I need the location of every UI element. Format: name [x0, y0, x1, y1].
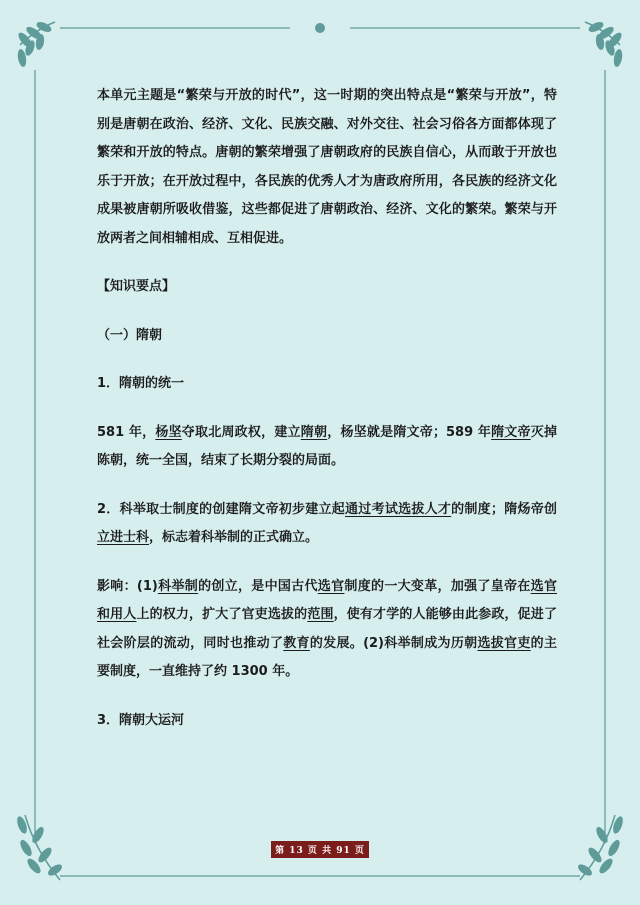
text-run: ，杨坚就是隋文帝；589 年 — [327, 424, 492, 440]
underlined-term: 科举制 — [157, 578, 199, 594]
document-body — [97, 82, 557, 735]
section-heading-knowledge-points: 【知识要点】 — [97, 279, 176, 294]
subheading-sui-unification: 1．隋朝的统一 — [97, 376, 185, 391]
intro-paragraph: 本单元主题是“繁荣与开放的时代”，这一时期的突出特点是“繁荣与开放”，特别是唐朝在政治、经济、文化、民族交融、对外交往、社会习俗各方面都体现了繁荣和开放的特点。唐朝的繁荣增强了唐朝政府的民族自信心，从而敢于开放也乐于开放；在开放过程中，各民族的优秀人才为唐政府所用，各民族的经济文化成果被唐朝所吸收借鉴，这些都促进了唐朝政治、经济、文化的繁荣。繁荣与开放两者之间相辅相成、互相促进。 — [97, 88, 557, 246]
text-run: 夺取北周政权，建立 — [181, 424, 301, 440]
text-run: 上的权力，扩大了官吏选拔的 — [136, 607, 308, 622]
text-run: 制度的一大变革，加强了皇帝在 — [344, 578, 531, 594]
text-run: 2．科举取士制度的创建隋文帝初步建立起 — [97, 501, 346, 517]
underlined-term: 教育 — [283, 635, 310, 651]
text-run: 影响：(1) — [97, 578, 158, 594]
paragraph-sui-unification — [97, 419, 557, 476]
paragraph-exam-influence — [97, 573, 557, 687]
underlined-term: 隋朝 — [300, 424, 328, 440]
underlined-term: 选拔官吏 — [477, 635, 531, 651]
underlined-term: 选官 — [317, 578, 345, 594]
page-number-badge: 第 13 页 共 91 页 — [271, 841, 369, 858]
page-footer — [0, 838, 640, 858]
text-run: ，使有才学的人能够由此参政，促进了社会阶层的流动，同时也推动了 — [97, 607, 557, 651]
text-run: 灭掉陈朝，统一全国，结束了长期分裂的局面。 — [97, 424, 557, 468]
underlined-term: 选官和用人 — [97, 578, 557, 622]
text-run: 的发展。(2)科举制成为历朝 — [309, 635, 478, 651]
paragraph-imperial-exam — [97, 496, 557, 553]
text-run: 的制度；隋炀帝创 — [451, 501, 557, 517]
underlined-term: 通过考试选拔人才 — [345, 501, 452, 517]
underlined-term: 隋文帝 — [491, 424, 531, 440]
section-heading-sui-dynasty: （一）隋朝 — [97, 327, 163, 343]
underlined-term: 立进士科 — [97, 530, 150, 545]
text-run: ，标志着科举制的正式确立。 — [149, 530, 319, 545]
text-run: 的主要制度，一直维持了约 1300 年。 — [97, 635, 557, 679]
underlined-term: 杨坚 — [155, 424, 182, 440]
underlined-term: 范围 — [307, 607, 334, 622]
subheading-grand-canal: 3．隋朝大运河 — [97, 712, 185, 728]
text-run: 581 年， — [97, 424, 156, 440]
text-run: 的创立，是中国古代 — [198, 578, 318, 594]
